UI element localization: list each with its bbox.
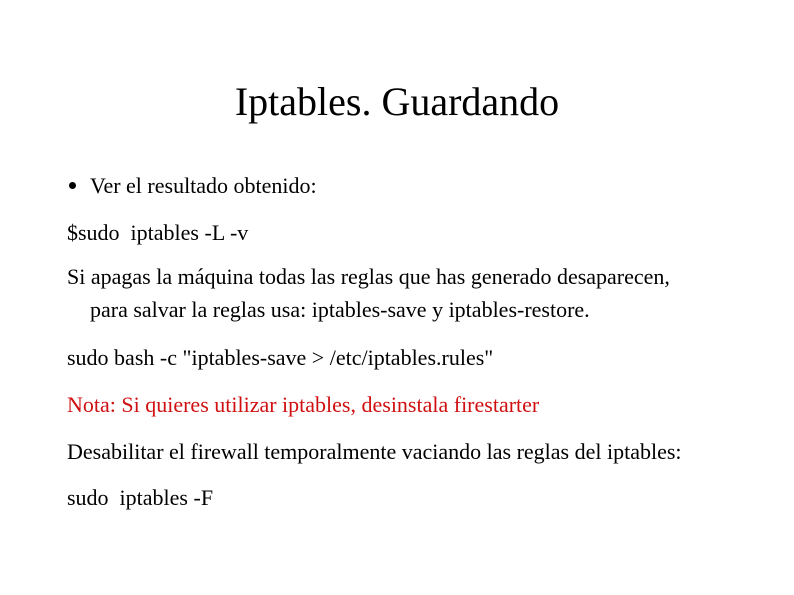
paragraph-line-2: para salvar la reglas usa: iptables-save y iptables-restore. <box>90 297 590 322</box>
bullet-dot-icon <box>69 182 76 189</box>
slide-title: Iptables. Guardando <box>234 79 560 124</box>
description-text: Desabilitar el firewall temporalmente vaciando las reglas del iptables: <box>67 439 682 464</box>
bullet-item <box>67 171 317 201</box>
command-save-rules: sudo bash -c "iptables-save > /etc/iptables.rules" <box>67 345 494 370</box>
command-flush-rules: sudo iptables -F <box>67 485 214 510</box>
note-text: Nota: Si quieres utilizar iptables, desinstala firestarter <box>67 392 540 417</box>
bullet-text: Ver el resultado obtenido: <box>90 173 317 198</box>
command-list-rules: $sudo iptables -L -v <box>67 220 249 245</box>
paragraph-line-1: Si apagas la máquina todas las reglas que has generado desaparecen, <box>67 264 670 289</box>
